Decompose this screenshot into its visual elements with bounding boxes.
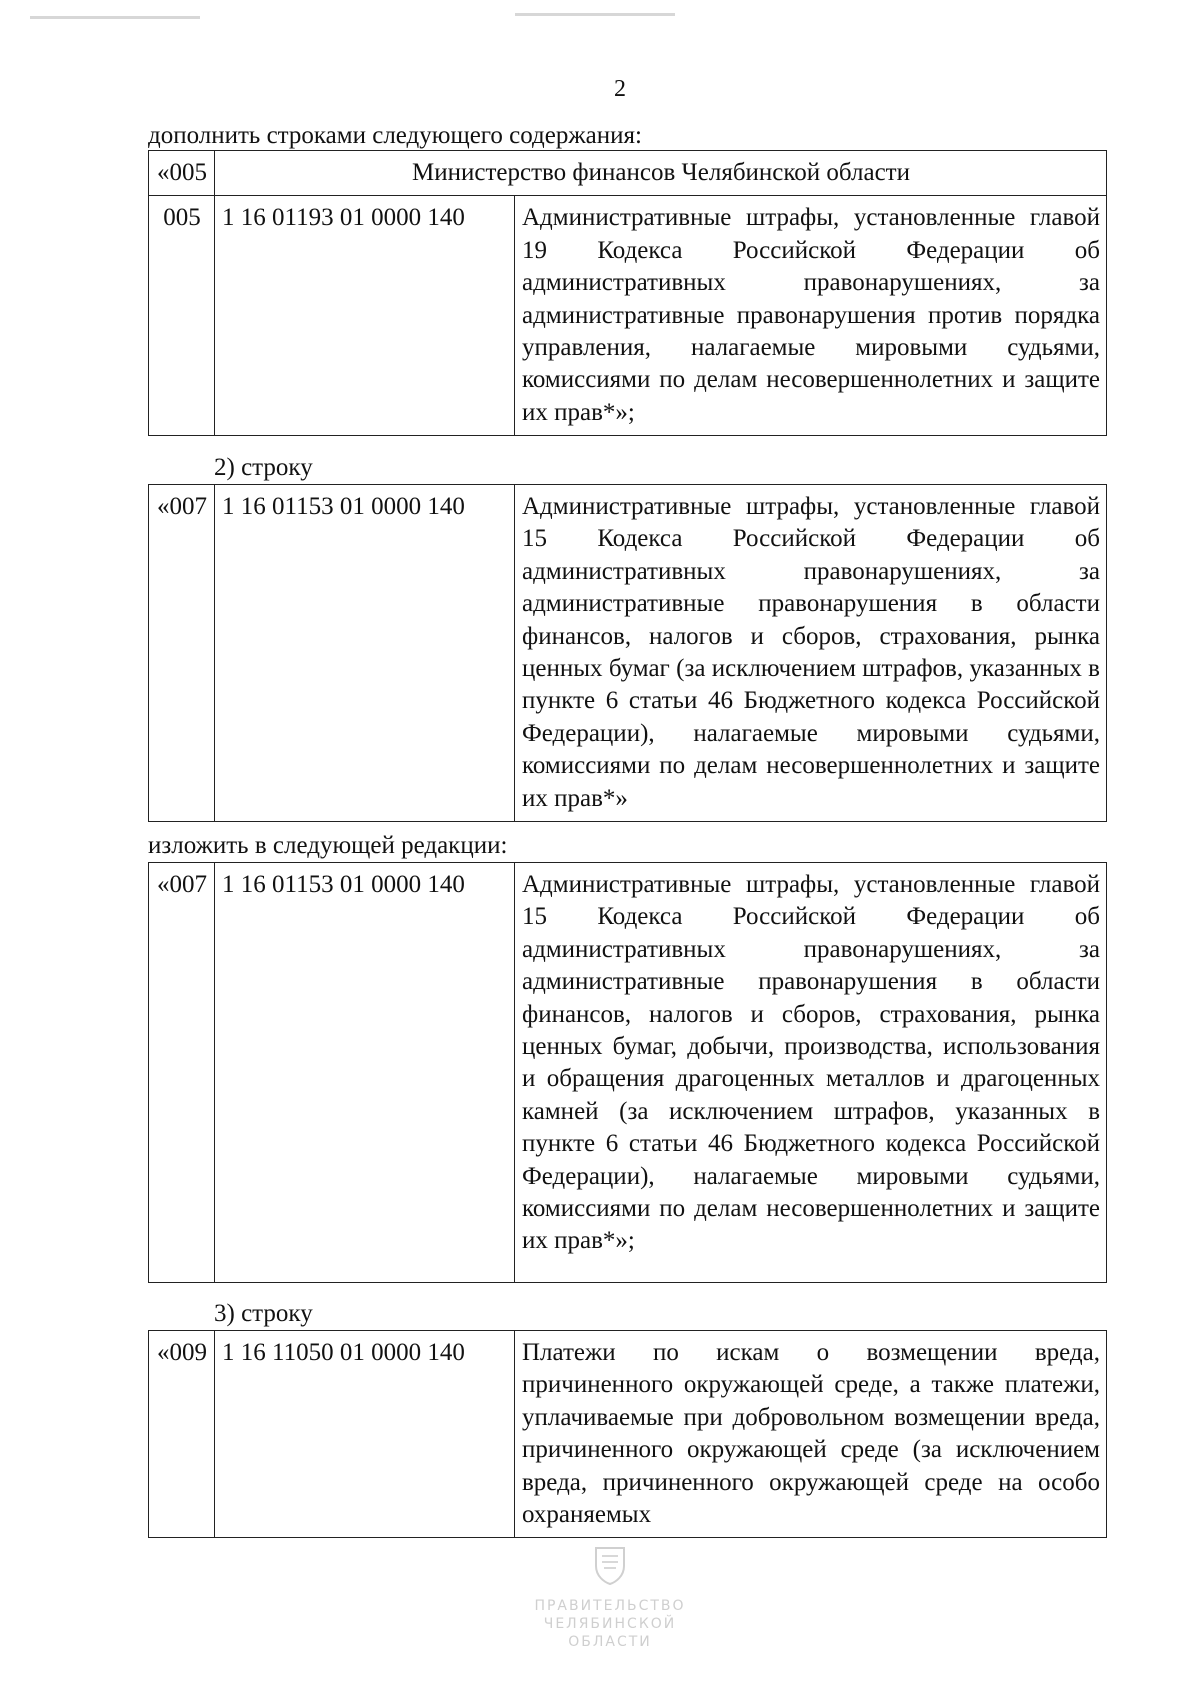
table-new-row <box>148 862 1107 1283</box>
description-text: Административные штрафы, установленные главой 15 Кодекса Российской Федерации об административных правонарушениях, за административные правонарушения в области финансов, налогов и сборов, страхования, рынка ценных бумаг, добычи, производства, использования и обращения драгоценных металлов и драгоценных камней (за исключением штрафов, указанных в пункте 6 статьи 46 Бюджетного кодекса Российской Федерации), налагаемые мировыми судьями, комиссиями по делам несовершеннолетних и защите их прав*»; <box>522 871 1100 1255</box>
table-row <box>149 863 1107 1283</box>
table-cell-description <box>515 196 1107 436</box>
table-cell-kbk: 1 16 01153 01 0000 140 <box>215 485 515 822</box>
page-number: 2 <box>614 76 626 102</box>
table-cell-kbk: 1 16 01193 01 0000 140 <box>215 196 515 436</box>
table-row <box>149 1331 1107 1538</box>
table-cell-kbk: 1 16 01153 01 0000 140 <box>215 863 515 1283</box>
scan-artifact <box>515 13 675 16</box>
table-old-row <box>148 484 1107 822</box>
table-cell-ministry-title: Министерство финансов Челябинской области <box>215 151 1107 196</box>
coat-of-arms-icon <box>592 1544 628 1586</box>
table-cell-code: «007 <box>149 863 215 1283</box>
intro-paragraph: дополнить строками следующего содержания: <box>148 122 642 149</box>
stamp-line: ЧЕЛЯБИНСКОЙ ОБЛАСТИ <box>543 1616 677 1650</box>
description-text: Административные штрафы, установленные главой 19 Кодекса Российской Федерации об административных правонарушениях, за административные правонарушения против порядка управления, налагаемые мировыми судьями, комиссиями по делам несовершеннолетних и защите их прав*»; <box>522 204 1100 426</box>
table-cell-code: 005 <box>149 196 215 436</box>
item-heading: 3) строку <box>214 1300 313 1327</box>
table-additions <box>148 150 1107 436</box>
intro-paragraph: изложить в следующей редакции: <box>148 832 508 859</box>
table-header-row <box>149 151 1107 196</box>
table-cell-description <box>515 485 1107 822</box>
description-text: Административные штрафы, установленные главой 15 Кодекса Российской Федерации об административных правонарушениях, за административные правонарушения в области финансов, налогов и сборов, страхования, рынка ценных бумаг (за исключением штрафов, указанных в пункте 6 статьи 46 Бюджетного кодекса Российской Федерации), налагаемые мировыми судьями, комиссиями по делам несовершеннолетних и защите их прав*» <box>522 493 1100 812</box>
item-heading: 2) строку <box>214 454 313 481</box>
table-row <box>149 196 1107 436</box>
table-cell-description <box>515 1331 1107 1538</box>
table-row <box>149 485 1107 822</box>
scan-artifact <box>30 16 200 19</box>
table-cell-code: «005 <box>149 151 215 196</box>
table-row-009 <box>148 1330 1107 1538</box>
table-cell-description <box>515 863 1107 1283</box>
government-stamp <box>505 1544 715 1651</box>
table-cell-code: «009 <box>149 1331 215 1538</box>
table-cell-kbk: 1 16 11050 01 0000 140 <box>215 1331 515 1538</box>
table-cell-code: «007 <box>149 485 215 822</box>
description-text: Платежи по искам о возмещении вреда, причиненного окружающей среде, а также платежи, уплачиваемые при добровольном возмещении вреда, причиненного окружающей среде (за исключением вреда, причиненного окружающей среде на особо охраняемых <box>522 1339 1100 1529</box>
stamp-line: ПРАВИТЕЛЬСТВО <box>534 1598 686 1614</box>
